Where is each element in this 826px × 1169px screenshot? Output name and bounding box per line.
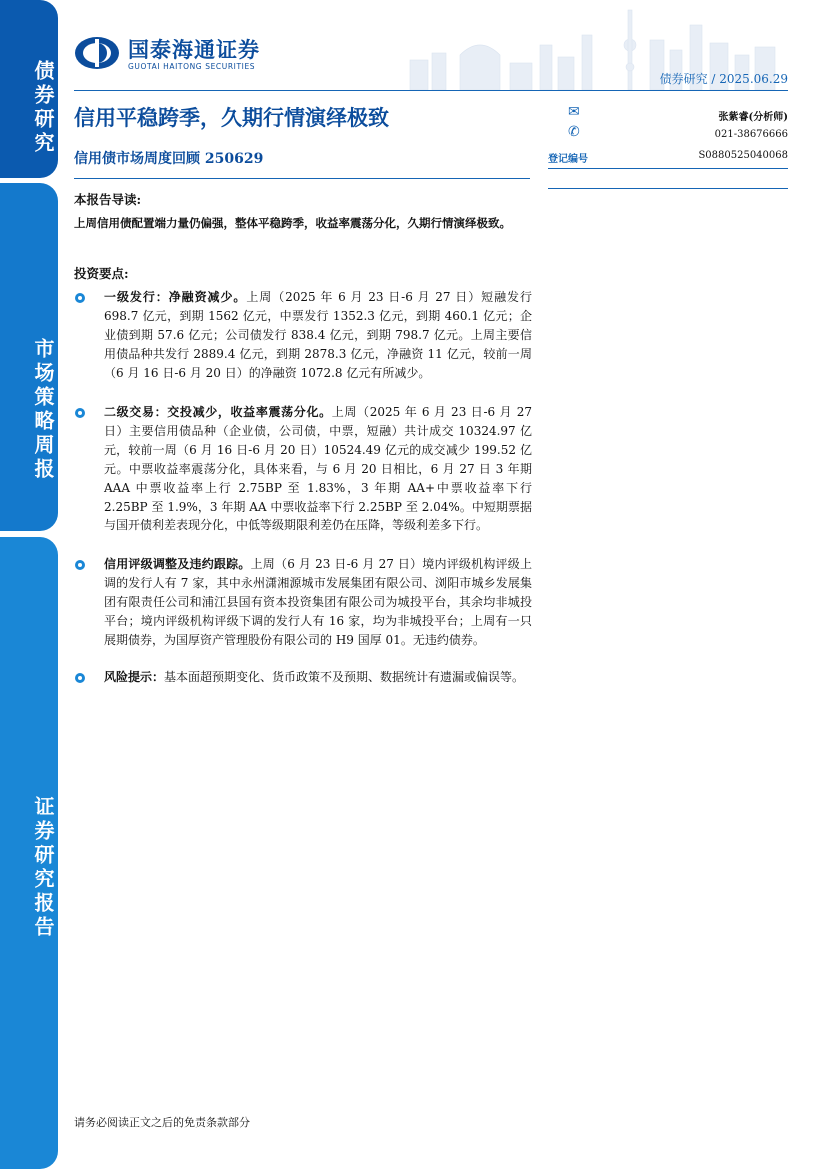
bullet-icon [74,559,86,571]
sidebar-report-type: 市场策略周报 [0,183,58,531]
header-divider [74,90,788,91]
report-title: 信用平稳跨季，久期行情演绎极致 [74,105,389,130]
guide-text: 上周信用债配置端力量仍偏强，整体平稳跨季，收益率震荡分化，久期行情演绎极致。 [74,216,511,230]
key-points-heading: 投资要点: [74,266,129,281]
sidebar [0,0,58,1169]
logo-mark-icon [74,36,120,70]
report-subtitle: 信用债市场周度回顾 250629 [74,151,264,167]
key-point-body: 上周（2025 年 6 月 23 日-6 月 27 日）主要信用债品种（企业债，公司债，中票，短融）共计成交 10324.97 亿元，较前一周（6 月 16 日-6 月 20 日）10524.49 亿元的成交减少 199.52 亿元。中票收益率震荡分化，具体来看，与 6 月 20 日相比，6 月 27 日 3 年期 AAA 中票收益率上行 2.75BP 至 1.83%，3 年期 AA+中票收益率下行 2.25BP 至 1.9%，3 年期 AA 中票收益率下行 2.25BP 至 2.04%。中短期票据与国开债利差表现分化，中低等级期限利差仍在压降，等级利差多下行。 [104,405,532,533]
key-point-body: 上周（6 月 23 日-6 月 27 日）境内评级机构评级上调的发行人有 7 家，其中永州潇湘源城市发展集团有限公司、浏阳市城乡发展集团有限责任公司和浦江县国有资本投资集团有限公司为城投平台，其余均非城投平台；境内评级机构评级下调的发行人有 16 家，均为非城投平台；上周有一只展期债券，为国厚资产管理股份有限公司的 H9 国厚 01。无违约债券。 [104,557,532,647]
bullet-icon [74,407,86,419]
analyst-divider-bottom [548,188,788,189]
key-point-item [74,668,532,687]
guide-heading: 本报告导读: [74,192,142,207]
email-icon: ✉ [568,104,580,120]
key-point-title: 二级交易：交投减少，收益率震荡分化。 [104,405,332,419]
title-divider [74,178,530,179]
registration-label: 登记编号 [548,154,588,165]
analyst-registration-number: S0880525040068 [698,150,788,161]
brand-name-en: GUOTAI HAITONG SECURITIES [128,62,256,71]
key-point-title: 一级发行：净融资减少。 [104,290,247,304]
key-point-title: 信用评级调整及违约跟踪。 [104,557,251,571]
header-category-date: 债券研究 / 2025.06.29 [659,72,788,86]
brand-name-cn: 国泰海通证券 [128,38,260,62]
analyst-divider-top [548,168,788,169]
key-point-body: 上周（2025 年 6 月 23 日-6 月 27 日）短融发行 698.7 亿元，到期 1562 亿元，中票发行 1352.3 亿元，到期 460.1 亿元；企业债到期 57.6 亿元；公司债发行 838.4 亿元，到期 798.7 亿元。上周主要信用债品种共发行 2889.4 亿元，到期 2878.3 亿元，净融资 11 亿元，较前一周（6 月 16 日-6 月 20 日）的净融资 1072.8 亿元有所减少。 [104,290,532,380]
analyst-phone: 021-38676666 [714,129,788,140]
sidebar-research-type: 债券研究 [0,0,58,178]
key-point-item [74,288,532,383]
key-point-title: 风险提示： [104,670,165,684]
disclaimer-footer: 请务必阅读正文之后的免责条款部分 [74,1116,250,1129]
sidebar-report-class: 证券研究报告 [0,537,58,1169]
key-point-item [74,555,532,650]
analyst-name: 张紫睿(分析师) [718,112,788,123]
key-point-body: 基本面超预期变化、货币政策不及预期、数据统计有遗漏或偏误等。 [164,670,525,684]
bullet-icon [74,292,86,304]
key-point-item [74,403,532,535]
phone-icon: ✆ [568,124,580,140]
bullet-icon [74,672,86,684]
